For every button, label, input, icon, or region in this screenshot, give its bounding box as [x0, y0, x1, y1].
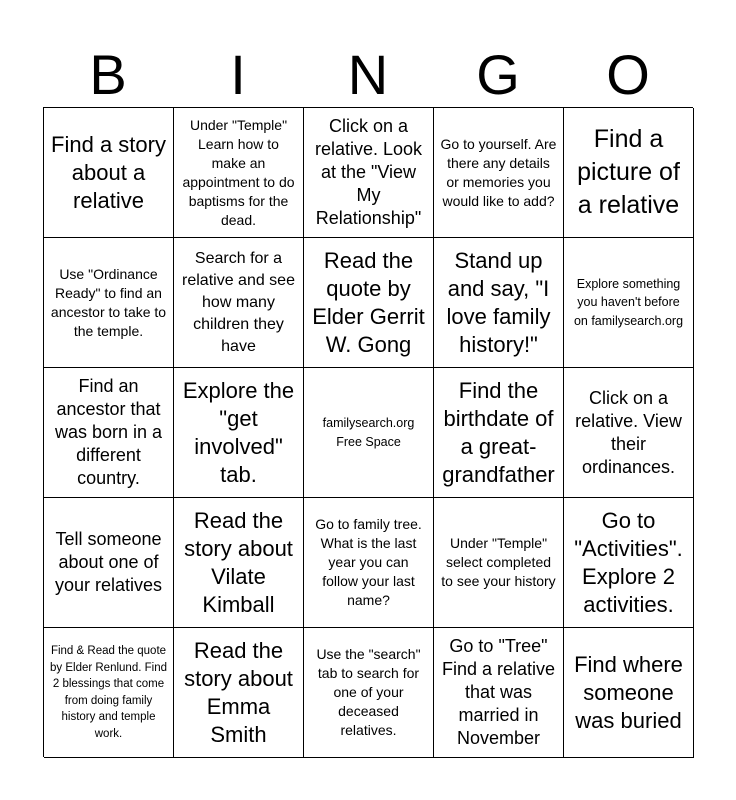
bingo-cell-r2-c3[interactable] [304, 238, 434, 368]
cell-text: Tell someone about one of your relatives [54, 529, 163, 595]
cell-text: Under "Temple" select completed to see your history [441, 535, 556, 589]
bingo-cell-r5-c2[interactable] [174, 628, 304, 758]
cell-text: Go to "Tree" Find a relative that was married in November [441, 636, 556, 748]
cell-text: Under "Temple" Learn how to make an appointment to do baptisms for the dead. [182, 116, 295, 228]
cell-text: Find where someone was buried [574, 651, 683, 733]
cell-text: Go to yourself. Are there any details or memories you would like to add? [440, 135, 557, 209]
bingo-cell-r2-c1[interactable] [44, 238, 174, 368]
bingo-cell-r5-c5[interactable] [564, 628, 694, 758]
cell-text: Use "Ordinance Ready" to find an ancestor to take to the temple. [50, 265, 167, 339]
cell-text: Go to "Activities". Explore 2 activities. [574, 507, 683, 617]
bingo-cell-r1-c2[interactable] [174, 108, 304, 238]
bingo-cell-r2-c4[interactable] [434, 238, 564, 368]
cell-text: Click on a relative. View their ordinances. [575, 387, 682, 477]
bingo-cell-r1-c5[interactable] [564, 108, 694, 238]
bingo-cell-r4-c3[interactable] [304, 498, 434, 628]
cell-text: Find the birthdate of a great-grandfather [442, 377, 555, 487]
bingo-cell-r5-c4[interactable] [434, 628, 564, 758]
bingo-card-grid [43, 107, 693, 757]
bingo-cell-r3-c3[interactable] [304, 368, 434, 498]
bingo-cell-r5-c1[interactable] [44, 628, 174, 758]
bingo-cell-r4-c5[interactable] [564, 498, 694, 628]
bingo-cell-r3-c4[interactable] [434, 368, 564, 498]
bingo-cell-r4-c4[interactable] [434, 498, 564, 628]
cell-text: Read the story about Vilate Kimball [184, 507, 293, 617]
cell-text: Go to family tree. What is the last year you can follow your last name? [315, 516, 422, 608]
bingo-cell-r1-c1[interactable] [44, 108, 174, 238]
header-letter-n: N [347, 43, 389, 106]
bingo-header [43, 44, 693, 106]
bingo-cell-r4-c2[interactable] [174, 498, 304, 628]
cell-text: Use the "search" tab to search for one of your deceased relatives. [316, 646, 421, 738]
cell-text: Find & Read the quote by Elder Renlund. Find 2 blessings that come from doing family history and temple work. [50, 645, 167, 740]
bingo-cell-r3-c2[interactable] [174, 368, 304, 498]
header-letter-i: I [230, 43, 246, 106]
cell-text: Explore the "get involved" tab. [182, 377, 295, 487]
header-letter-g: G [476, 43, 520, 106]
bingo-cell-r3-c5[interactable] [564, 368, 694, 498]
bingo-cell-r2-c2[interactable] [174, 238, 304, 368]
cell-text: Find an ancestor that was born in a different country. [54, 376, 163, 488]
bingo-cell-r2-c5[interactable] [564, 238, 694, 368]
cell-text: Search for a relative and see how many children they have [182, 249, 295, 355]
cell-text: Find a picture of a relative [577, 125, 680, 219]
header-letter-o: O [606, 43, 650, 106]
cell-text: Read the quote by Elder Gerrit W. Gong [312, 247, 425, 357]
header-letter-b: B [89, 43, 127, 106]
cell-text: Click on a relative. Look at the "View My Relationship" [314, 116, 423, 228]
bingo-cell-r1-c4[interactable] [434, 108, 564, 238]
cell-text: Explore something you haven't before on familysearch.org [573, 276, 684, 328]
bingo-cell-r3-c1[interactable] [44, 368, 174, 498]
bingo-cell-r4-c1[interactable] [44, 498, 174, 628]
free-space-text: familysearch.org Free Space [322, 416, 415, 449]
bingo-cell-r5-c3[interactable] [304, 628, 434, 758]
bingo-cell-r1-c3[interactable] [304, 108, 434, 238]
cell-text: Read the story about Emma Smith [184, 637, 293, 747]
cell-text: Stand up and say, "I love family history!" [446, 247, 551, 357]
cell-text: Find a story about a relative [51, 131, 166, 213]
